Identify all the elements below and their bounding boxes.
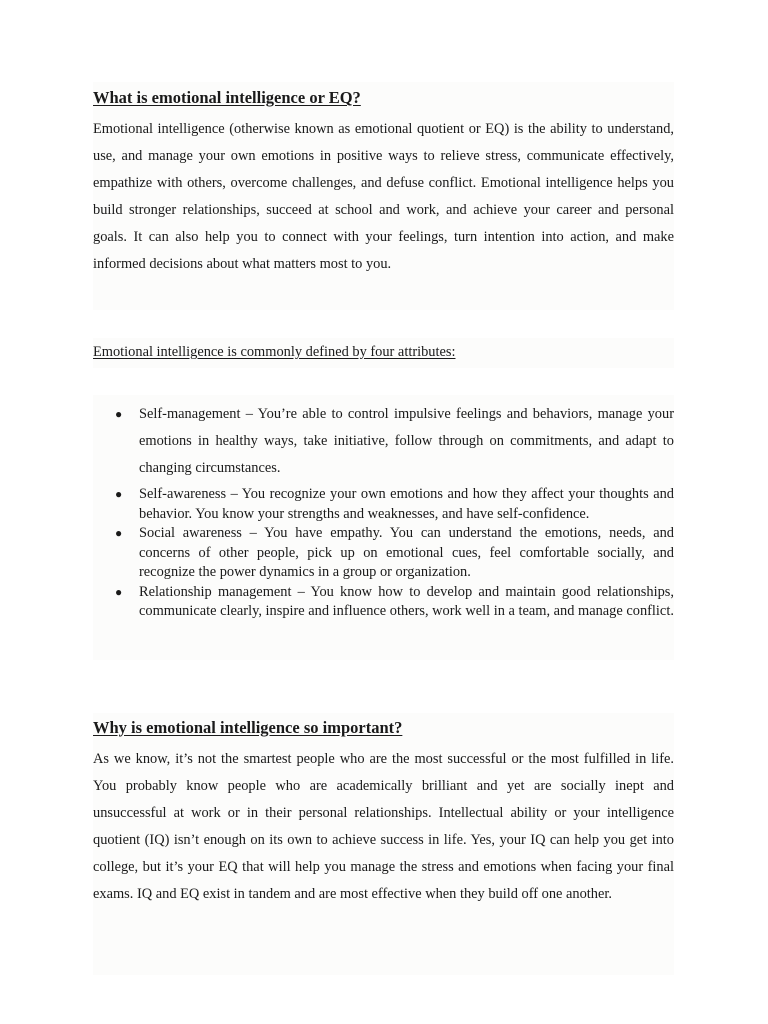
list-item <box>93 401 674 482</box>
bullet-icon: ● <box>115 584 123 599</box>
list-item <box>93 524 674 583</box>
list-item-text: Self-awareness – You recognize your own emotions and how they affect your thoughts and behavior. You know your strengths and weaknesses, and have self-confidence. <box>139 486 674 522</box>
attributes-list <box>93 401 674 622</box>
list-item <box>93 485 674 524</box>
attributes-subheading: Emotional intelligence is commonly defined by four attributes: <box>93 344 456 360</box>
section-1-heading: What is emotional intelligence or EQ? <box>93 88 361 107</box>
section-2-paragraph: As we know, it’s not the smartest people who are the most successful or the most fulfilled in life. You probably know people who are academically brilliant and yet are socially inept and unsuccessful at work or in their personal relationships. Intellectual ability or your intelligence quotient (IQ) isn’t enough on its own to achieve success in life. Yes, your IQ can help you get into college, but it’s your EQ that will help you manage the stress and emotions when facing your final exams. IQ and EQ exist in tandem and are most effective when they build off one another. <box>93 751 674 902</box>
bullet-icon: ● <box>115 407 123 421</box>
section-2-heading: Why is emotional intelligence so important? <box>93 718 403 737</box>
list-item-text: Relationship management – You know how to develop and maintain good relationships, communicate clearly, inspire and influence others, work well in a team, and manage conflict. <box>139 583 674 619</box>
list-item <box>93 583 674 622</box>
section-1-paragraph: Emotional intelligence (otherwise known as emotional quotient or EQ) is the ability to understand, use, and manage your own emotions in positive ways to relieve stress, communicate effectively, empathize with others, overcome challenges, and defuse conflict. Emotional intelligence helps you build stronger relationships, succeed at school and work, and achieve your career and personal goals. It can also help you to connect with your feelings, turn intention into action, and make informed decisions about what matters most to you. <box>93 121 674 272</box>
bullet-icon: ● <box>115 487 123 501</box>
bullet-icon: ● <box>115 526 123 540</box>
list-item-text: Social awareness – You have empathy. You can understand the emotions, needs, and concerns of other people, pick up on emotional cues, feel comfortable socially, and recognize the power dynamics in a group or organization. <box>139 525 674 580</box>
list-item-text: Self-management – You’re able to control impulsive feelings and behaviors, manage your emotions in healthy ways, take initiative, follow through on commitments, and adapt to changing circumstances. <box>139 406 674 476</box>
